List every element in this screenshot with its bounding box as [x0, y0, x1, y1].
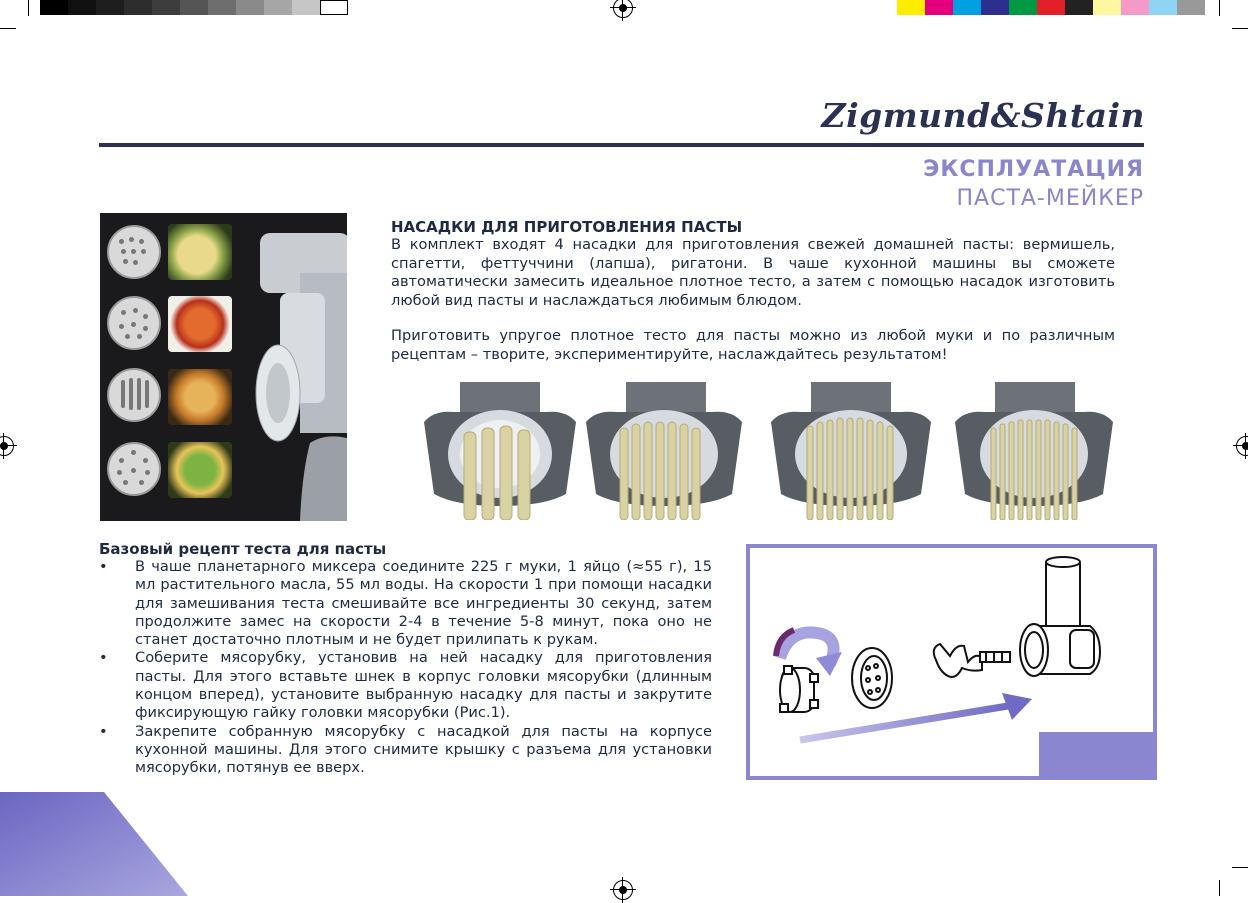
spaghetti-extrusion-image: [586, 382, 742, 520]
registration-mark-right: [1236, 436, 1248, 456]
recipe-step-1: • В чаше планетарного миксера соедините 225 г муки, 1 яйцо (≈55 г), 15 мл растительного масла, 55 мл воды. На скорости 1 при помощи насадки для замешивания теста смешивайте все ингредиенты 30 секунд, затем продолжите замес на скорости 2-4 в течение 5-8 минут, пока оно не станет достаточно плотным и не будет прилипать к рукам.: [99, 558, 712, 649]
assembly-figure: [746, 544, 1157, 780]
section-subtitle: ПАСТА-МЕЙКЕР: [956, 186, 1144, 211]
attachments-heading: НАСАДКИ ДЛЯ ПРИГОТОВЛЕНИЯ ПАСТЫ: [391, 218, 743, 236]
recipe-step-2: • Соберите мясорубку, установив на ней насадку для приготовления пасты. Для этого вставьте шнек в корпус головки мясорубки (длинным концом вперед), установите выбранную насадку для пасты и закрутите фиксирующую гайку головки мясорубки (Рис.1).: [99, 649, 712, 722]
soup-dish-image: [168, 224, 232, 280]
recipe-steps-list: [99, 558, 712, 778]
spaghetti-dish-image: [168, 296, 232, 352]
fettuccine-extrusion-image: [771, 382, 931, 520]
registration-mark-left: [0, 436, 14, 456]
figure-corner-tab: [1039, 732, 1157, 780]
brand-logo: Zigmund&Shtain: [821, 96, 1145, 135]
recipe-heading: Базовый рецепт теста для пасты: [99, 540, 387, 558]
header-rule: [99, 143, 1144, 147]
attachments-paragraph-2: Приготовить упругое плотное тесто для пасты можно из любой муки и по различным рецептам – творите, экспериментируйте, наслаждайтесь результатом!: [391, 327, 1115, 363]
recipe-step-3: • Закрепите собранную мясорубку с насадкой для пасты на корпусе кухонной машины. Для этого снимите крышку с разъема для установки мясорубки, потянув ее вверх.: [99, 723, 712, 778]
attachments-photo: [100, 213, 347, 521]
attachments-paragraph-1: В комплект входят 4 насадки для приготовления свежей домашней пасты: вермишель, спагетти, феттуччини (лапша), ригатони. В чаше кухонной машины вы сможете автоматически замесить идеальное плотное тесто, а затем с помощью насадок изготовить любой вид пасты и наслаждаться любимым блюдом.: [391, 236, 1115, 309]
rigatoni-extrusion-image: [955, 382, 1113, 520]
section-title: ЭКСПЛУАТАЦИЯ: [923, 157, 1144, 182]
vermicelli-extrusion-image: [424, 382, 576, 520]
grinder-attachment-image: [240, 233, 347, 521]
registration-mark-top: [613, 0, 633, 18]
registration-mark-bottom: [613, 880, 633, 900]
fettuccine-disc-image: [107, 368, 161, 422]
rigatoni-dish-image: [168, 442, 232, 498]
rigatoni-disc-image: [107, 442, 161, 496]
spaghetti-disc-image: [107, 296, 161, 350]
fettuccine-dish-image: [168, 369, 232, 425]
page-corner-decoration: [0, 792, 188, 896]
vermicelli-disc-image: [107, 225, 161, 279]
